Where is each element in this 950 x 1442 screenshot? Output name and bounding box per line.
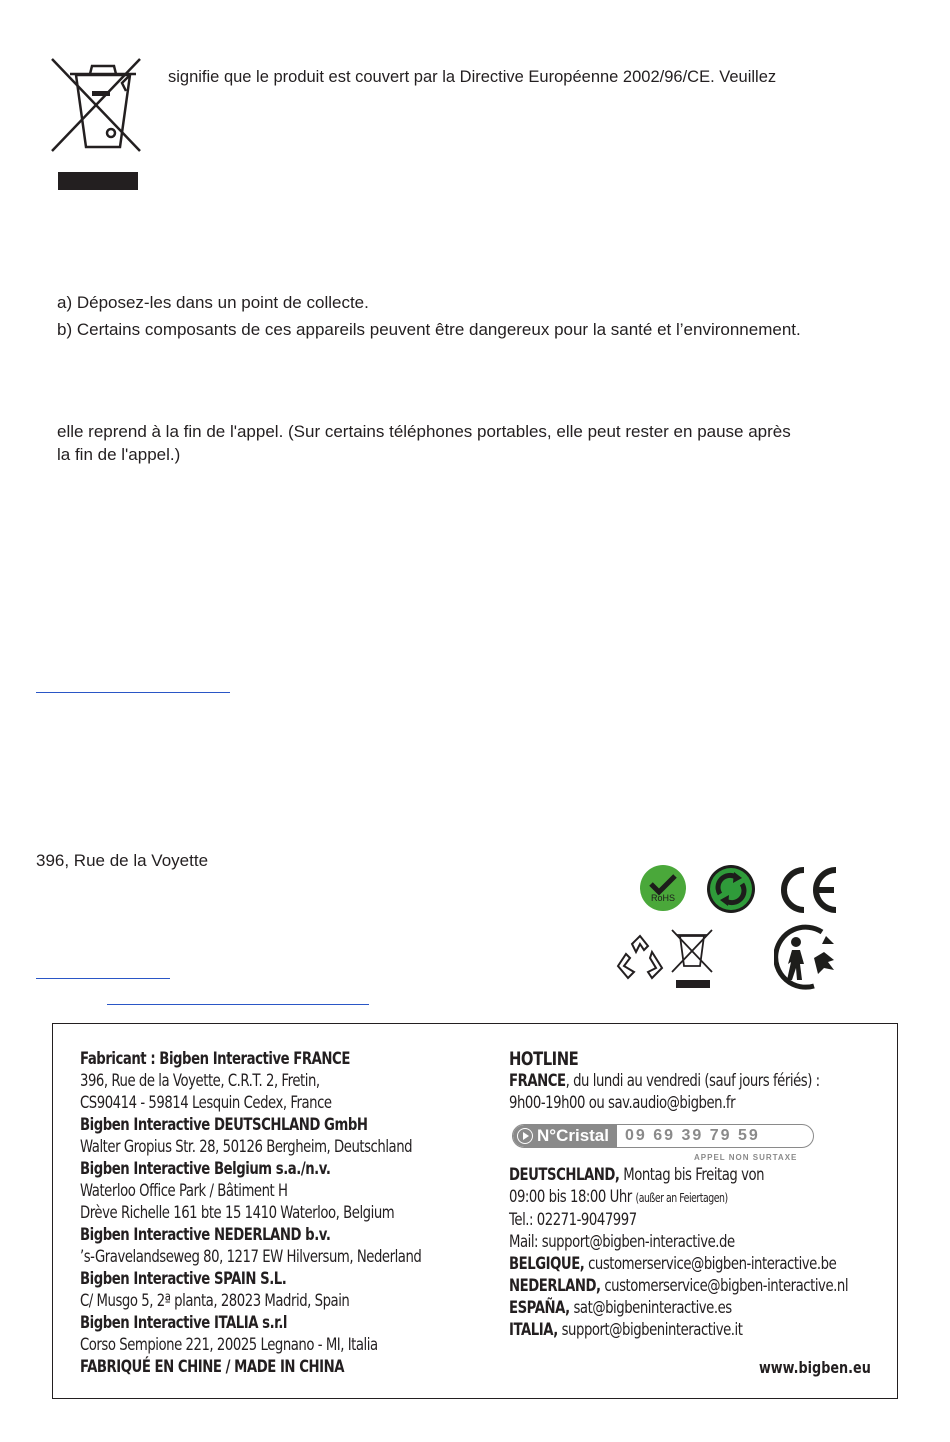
hotline-es: ESPAÑA, sat@bigbeninteractive.es [509, 1298, 732, 1318]
weee-bin-icon [48, 55, 146, 195]
manufacturer-line: Drève Richelle 161 bte 15 1410 Waterloo, Belgium [80, 1203, 395, 1223]
contact-box [52, 1023, 898, 1399]
hotline-france: FRANCE, du lundi au vendredi (sauf jours fériés) : [509, 1071, 820, 1091]
hotline-france-hours: 9h00-19h00 ou sav.audio@bigben.fr [509, 1093, 736, 1113]
manufacturer-column [80, 1048, 421, 1378]
cristal-number: 09 69 39 79 59 [624, 1127, 760, 1144]
manufacturer-line: C/ Musgo 5, 2ª planta, 28023 Madrid, Spain [80, 1291, 350, 1311]
call-paragraph-line2: la fin de l'appel.) [57, 445, 181, 464]
hotline-de-tel: Tel.: 02271-9047997 [509, 1210, 637, 1230]
rohs-logo [639, 864, 687, 912]
manufacturer-line: Bigben Interactive ITALIA s.r.l [80, 1313, 288, 1333]
manufacturer-line: 396, Rue de la Voyette, C.R.T. 2, Fretin, [80, 1071, 320, 1091]
hotline-nl: NEDERLAND, customerservice@bigben-interactive.nl [509, 1276, 849, 1296]
manufacturer-line: FABRIQUÉ EN CHINE / MADE IN CHINA [80, 1357, 345, 1377]
hotline-de: DEUTSCHLAND, Montag bis Freitag von [509, 1165, 765, 1185]
manufacturer-line: CS90414 - 59814 Lesquin Cedex, France [80, 1093, 332, 1113]
triman-logo [774, 922, 844, 992]
address-line: 396, Rue de la Voyette [36, 851, 209, 870]
link-underline[interactable] [36, 692, 230, 693]
manufacturer-line: Walter Gropius Str. 28, 50126 Bergheim, Deutschland [80, 1137, 413, 1157]
recycle-icon [614, 932, 666, 984]
hotline-be: BELGIQUE, customerservice@bigben-interactive.be [509, 1254, 837, 1274]
green-dot-logo [706, 864, 756, 914]
hotline-column [509, 1048, 820, 1114]
play-icon [517, 1128, 533, 1144]
hotline-column-lower [509, 1164, 848, 1341]
weee-bin-small-icon [670, 928, 714, 990]
cristal-note: APPEL NON SURTAXE [694, 1153, 798, 1162]
link-underline[interactable] [107, 1004, 369, 1005]
disposal-item-a: a) Déposez-les dans un point de collecte. [57, 293, 369, 312]
manufacturer-line: Bigben Interactive Belgium s.a./n.v. [80, 1159, 331, 1179]
manufacturer-line: Fabricant : Bigben Interactive FRANCE [80, 1049, 350, 1069]
manufacturer-line: Bigben Interactive NEDERLAND b.v. [80, 1225, 331, 1245]
manufacturer-line: Waterloo Office Park / Bâtiment H [80, 1181, 288, 1201]
weee-paragraph: signifie que le produit est couvert par la Directive Européenne 2002/96/CE. Veuillez [168, 68, 777, 86]
manufacturer-line: Bigben Interactive SPAIN S.L. [80, 1269, 287, 1289]
website-link[interactable]: www.bigben.eu [759, 1358, 871, 1377]
hotline-title: HOTLINE [509, 1048, 579, 1070]
cristal-number-badge: N°Cristal 09 69 39 79 59 [512, 1124, 814, 1148]
link-underline[interactable] [36, 978, 170, 979]
manufacturer-line: Corso Sempione 221, 20025 Legnano - MI, Italia [80, 1335, 378, 1355]
ce-mark [774, 866, 840, 914]
disposal-item-b: b) Certains composants de ces appareils peuvent être dangereux pour la santé et l’environnement. [57, 320, 801, 339]
call-paragraph-line1: elle reprend à la fin de l'appel. (Sur certains téléphones portables, elle peut rester en pause après [57, 422, 791, 441]
svg-text:RoHS: RoHS [650, 893, 676, 903]
hotline-it: ITALIA, support@bigbeninteractive.it [509, 1320, 743, 1340]
hotline-de-hours: 09:00 bis 18:00 Uhr (außer an Feiertagen) [509, 1187, 728, 1207]
manufacturer-line: ’s-Gravelandseweg 80, 1217 EW Hilversum, Nederland [80, 1247, 422, 1267]
hotline-de-mail: Mail: support@bigben-interactive.de [509, 1232, 735, 1252]
manufacturer-line: Bigben Interactive DEUTSCHLAND GmbH [80, 1115, 368, 1135]
